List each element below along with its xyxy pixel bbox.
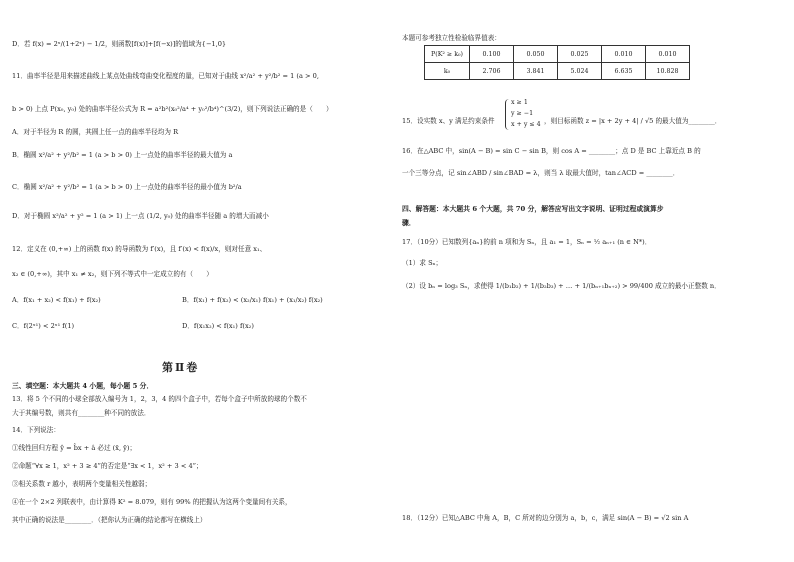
part2-title: 第Ⅱ卷 (162, 361, 200, 374)
section4-heading-line1: 四、解答题：本大题共 6 个大题，共 70 分，解答应写出文字说明、证明过程或演算步 (402, 205, 664, 213)
q11-option-b: B．椭圆 x²/a² + y²/b² = 1 (a > b > 0) 上一点处的曲率半径的最大值为 a (12, 151, 233, 159)
q11-option-d: D．对于椭圆 x²/a² + y² = 1 (a > 1) 上一点 (1/2, y₀) 处的曲率半径随 a 的增大而减小 (12, 212, 269, 220)
constraint-1: x ≥ 1 (511, 99, 528, 106)
q17-part2: （2）设 bₙ = log₃ Sₙ，求使得 1/(b₁b₂) + 1/(b₂b₃) + … + 1/(bₙ₊₁bₙ₊₂) > 99/400 成立的最小正整数 n． (402, 282, 721, 290)
table-cell: 5.024 (558, 63, 602, 80)
q14-intro: 14．下列说法： (12, 426, 60, 434)
table-cell: 0.025 (558, 46, 602, 63)
table-cell: 6.635 (602, 63, 646, 80)
q14-answer-line: 其中正确的说法是________．（把你认为正确的结论都写在横线上） (12, 516, 207, 524)
q11-option-a: A．对于半径为 R 的圆，其圆上任一点的曲率半径均为 R (12, 128, 179, 136)
left-column (12, 0, 382, 562)
table-row-probability (425, 46, 690, 63)
q17-stem: 17．（10分）已知数列{aₙ}的前 n 项和为 Sₙ，且 a₁ = 1，Sₙ = ½ aₙ₊₁ (n ∈ N*)． (402, 238, 652, 246)
q14-statement-3: ③相关系数 r 越小，表明两个变量相关性越弱； (12, 480, 152, 488)
critical-value-table (424, 45, 690, 80)
q14-statement-4: ④在一个 2×2 列联表中，由计算得 K² = 8.079，则有 99% 的把握认为这两个变量间有关系， (12, 498, 292, 506)
section4-heading-line2: 骤． (402, 219, 416, 227)
table-cell: 0.050 (514, 46, 558, 63)
q12-option-d: D．f(x₁x₂) < f(x₁) f(x₂) (182, 322, 254, 330)
constraint-2: y ≥ −1 (511, 110, 534, 117)
q15-stem-end: ，则目标函数 z = |x + 2y + 4| / √5 的最大值为________． (544, 117, 722, 125)
q11-stem-line1: 11．曲率半径是用来描述曲线上某点处曲线弯曲变化程度的量，已知对于曲线 x²/a² + y²/b² = 1 (a > 0, (12, 72, 319, 80)
table-cell: 0.010 (646, 46, 690, 63)
q11-option-c: C．椭圆 x²/a² + y²/b² = 1 (a > b > 0) 上一点处的曲率半径的最小值为 b²/a (12, 183, 242, 191)
table-row-critical (425, 63, 690, 80)
right-column (402, 0, 772, 562)
table-caption: 本题可参考独立性检验临界值表： (402, 34, 501, 42)
q13-line2: 大于其编号数，则共有________种不同的放法． (12, 409, 151, 417)
q14-statement-2: ②命题“∀x ≥ 1，x² + 3 ≥ 4”的否定是“∃x < 1，x² + 3 < 4”； (12, 462, 203, 470)
q12-option-a: A．f(x₁ + x₂) < f(x₁) + f(x₂) (12, 296, 101, 304)
table-cell: 3.841 (514, 63, 558, 80)
q16-line1: 16．在△ABC 中，sin(A − B) = sin C − sin B，则 cos A = ________；点 D 是 BC 上靠近点 B 的 (402, 147, 701, 155)
table-cell: 0.010 (602, 46, 646, 63)
table-cell: 0.100 (470, 46, 514, 63)
table-row2-label: k₀ (425, 63, 470, 80)
q12-option-b: B．f(x₁) + f(x₂) < (x₂/x₁) f(x₁) + (x₁/x₂) f(x₂) (182, 296, 323, 304)
section3-heading: 三、填空题：本大题共 4 小题，每小题 5 分． (12, 382, 154, 390)
q15-stem-start: 15．设实数 x、y 满足约束条件 (402, 117, 495, 125)
q17-part1: （1）求 Sₙ； (402, 259, 443, 267)
constraint-3: x + y ≤ 4 (511, 121, 541, 128)
q10-option-d: D．若 f(x) = 2ˣ/(1+2ˣ) − 1/2，则函数[f(x)]+[f(−x)]的值域为{−1,0} (12, 40, 227, 48)
q12-stem-line2: x₂ ∈ (0,+∞)，其中 x₁ ≠ x₂，则下列不等式中一定成立的有（ ） (12, 270, 213, 278)
q12-stem-line1: 12．定义在 (0,+∞) 上的函数 f(x) 的导函数为 f′(x)，且 f′(x) < f(x)/x，则对任意 x₁、 (12, 245, 267, 253)
table-cell: 2.706 (470, 63, 514, 80)
q13-line1: 13．将 5 个不同的小球全部放入编号为 1，2，3，4 的四个盒子中，若每个盒子中所放的球的个数不 (12, 395, 307, 403)
q12-option-c: C．f(2ˣ¹) < 2ˣ¹ f(1) (12, 322, 75, 330)
q14-statement-1: ①线性回归方程 ŷ = b̂x + â 必过 (x̄, ȳ)； (12, 444, 137, 452)
table-row1-label: P(K² ≥ k₀) (425, 46, 470, 63)
q18-stem: 18．（12分）已知△ABC 中角 A，B，C 所对的边分别为 a，b，c，满足 sin(A − B) = √2 sin A (402, 514, 689, 522)
q16-line2: 一个三等分点，记 sin∠ABD / sin∠BAD = λ，则当 λ 取最大值时，tan∠ACD = ________． (402, 169, 680, 177)
table-cell: 10.828 (646, 63, 690, 80)
q11-stem-line2: b > 0) 上点 P(x₀, y₀) 处的曲率半径公式为 R = a²b²(x₀²/a⁴ + y₀²/b⁴)^(3/2)，则下列说法正确的是（ ） (12, 105, 333, 113)
